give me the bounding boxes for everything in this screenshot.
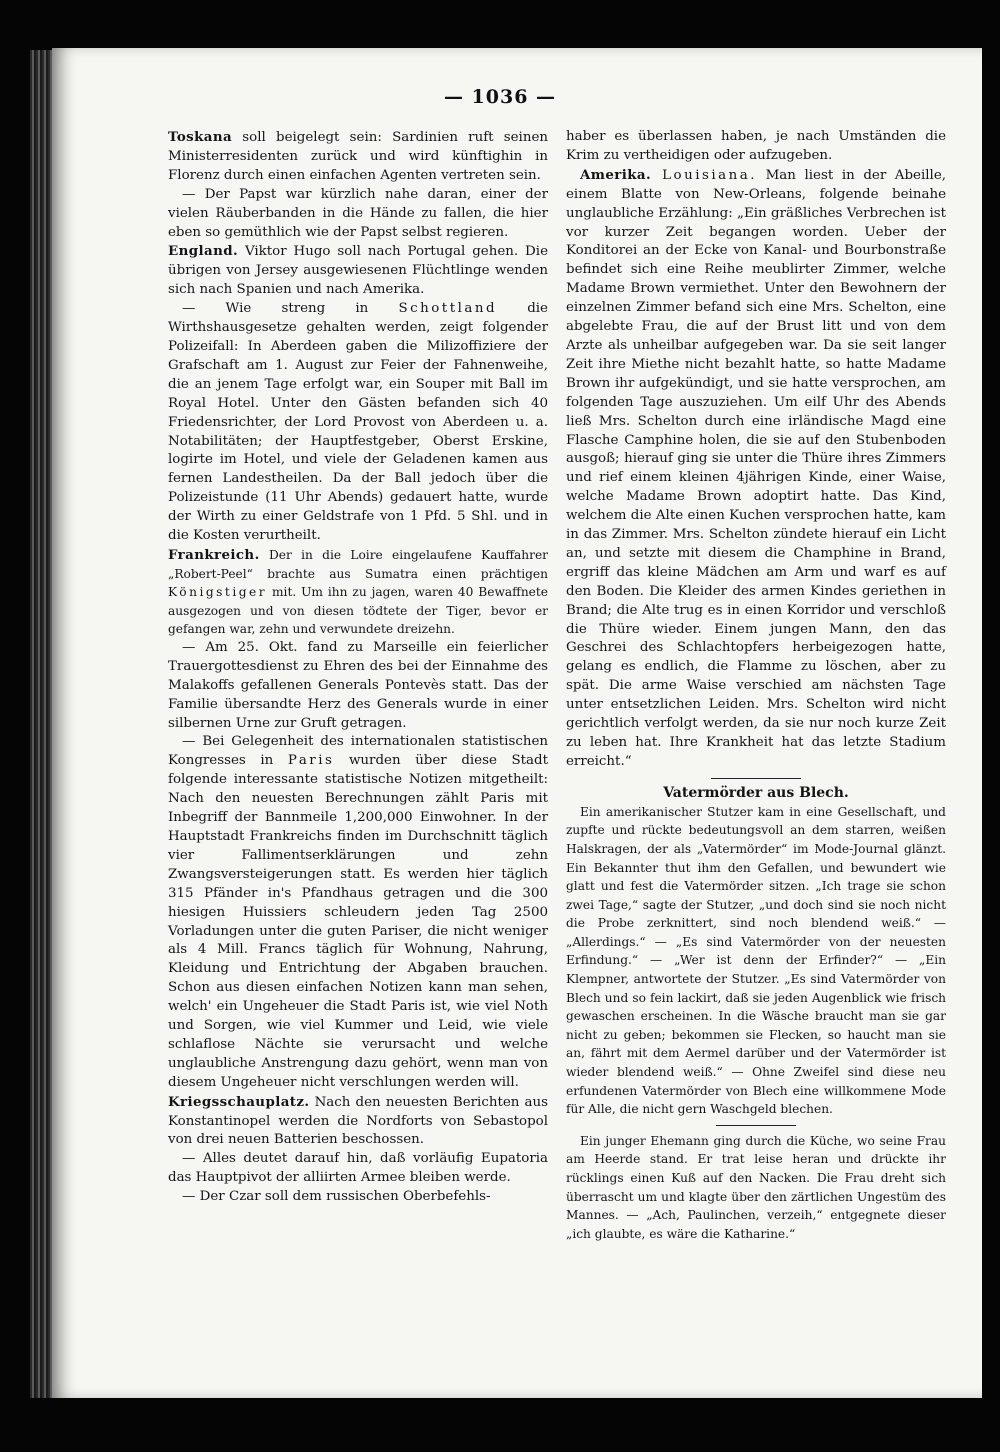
article-paris-intro: — Bei Gelegenheit des internationalen statistischen Kongresses in [168,734,548,769]
spaced-koenigstiger: Königstiger [168,585,268,600]
section-divider-2 [716,1125,796,1126]
article-amerika-text: Man liest in der Abeille, einem Blatte von New-Orleans, folgende beinahe unglaubliche Erzählung: „Ein gräßliches Verbrechen ist vor kurzer Zeit begangen worden. Ueber der Konditorei an der Ecke von Kanal- und Bourbonstraße befindet sich eine Reihe meublirter Zimmer, welche Madame Brown vermiethet. Unter den Bewohnern der einzelnen Zimmer befand sich eine Mrs. Schelton, eine abgelebte Frau, die auf der Brust litt und von dem Arzte als unheilbar aufgegeben war. Da sie seit langer Zeit ihre Miethe nicht bezahlt hatte, so hatte Madame Brown ihr aufgekündigt, und sie hatte versprochen, am folgenden Tage auszuziehen. Um eilf Uhr des Abends ließ Mrs. Schelton durch eine irländische Magd eine Flasche Camphine holen, die sie auf den Stubenboden ausgoß; hierauf ging sie unter die Thüre ihres Zimmers und rief einem kleinen 4jährigen Kinde, einer Waise, welche Madame Brown adoptirt hatte. Das Kind, welchem die Alte einen Kuchen versprochen hatte, kam in das Zimmer. Mrs. Schelton zündete hierauf ein Licht an, und setzte mit diesem die Champhine in Brand, ergriff das kleine Mädchen am Arm und warf es auf den Boden. Die Kleider des armen Kindes geriethen in Brand; die Alte trug es in einen Korridor und verschloß die Thüre wieder. Einem jungen Mann, den das Geschrei des Schlachtopfers herbeigezogen hatte, gelang es endlich, die Flamme zu löschen, aber zu spät. Die arme Waise verschied am nächsten Tage unter entsetzlichen Leiden. Mrs. Schelton wird nicht gerichtlich verfolgt werden, da sie nur noch kurze Zeit zu leben hat. Ihre Krankheit hat das letzte Stadium erreicht.“ [566,167,946,769]
lead-toskana: Toskana [168,129,233,145]
article-kriegsschauplatz [168,1093,548,1151]
lead-kriegsschauplatz: Kriegsschauplatz. [168,1093,310,1110]
article-eupatoria: — Alles deutet darauf hin, daß vorläufig Eupatoria das Hauptpivot der alliirten Armee bleiben werde. [168,1151,548,1186]
article-frankreich-text: mit. Um ihn zu jagen, waren 40 Bewaffnete ausgezogen und von diesen tödtete der Tiger, bevor er gefangen war, zehn und verwundete dreizehn. [168,585,548,637]
article-frankreich-intro: Der in die Loire eingelaufene Kauffahrer „Robert-Peel“ brachte aus Sumatra einen prächtigen [168,547,548,581]
article-schottland-intro: — Wie streng in [182,301,399,317]
article-marseille: — Am 25. Okt. fand zu Marseille ein feierlicher Trauergottesdienst zu Ehren des bei der Einnahme des Malakoffs gefallenen Generals Pontevès statt. Das der Familie übersandte Herz des Generals wurde in einer silbernen Urne zur Gruft getragen. [168,639,548,731]
spaced-louisiana: Louisiana. [651,167,757,183]
article-england-text: Viktor Hugo soll nach Portugal gehen. Die übrigen von Jersey ausgewiesenen Flüchtlinge wenden sich nach Spanien und nach Amerika. [168,244,548,298]
article-papst: — Der Papst war kürzlich nahe daran, einer der vielen Räuberbanden in die Hände zu fallen, die hier eben so gemüthlich wie der Papst selbst regieren. [168,186,548,240]
article-toskana [168,128,548,186]
article-vatermoerder: Ein amerikanischer Stutzer kam in eine Gesellschaft, und zupfte und rückte bedeutungsvoll an dem starren, weißen Halskragen, der als „Vatermörder“ im Mode-Journal glänzt. Ein Bekannter thut ihm den Gefallen, und bewundert wie glatt und fest die Vatermörder sitzen. „Ich trage sie schon zwei Tage,“ sagte der Stutzer, „und doch sind sie noch nicht die Probe zerknittert, sind noch blendend weiß.“ — „Allerdings.“ — „Es sind Vatermörder von der neuesten Erfindung.“ — „Wer ist denn der Erfinder?“ — „Ein Klempner, antwortete der Stutzer. „Es sind Vatermörder von Blech und so fein lackirt, daß sie jeden Augenblick wie frisch gewaschen erscheinen. In die Wäsche braucht man sie gar nicht zu geben; bekommen sie Flecken, so haucht man sie an, fährt mit dem Aermel darüber und der Vatermörder ist wieder blendend weiß.“ — Ohne Zweifel sind diese neu erfundenen Vatermörder von Blech eine willkommene Mode für Alle, die nicht gern Waschgeld blechen. [566,804,946,1117]
lead-amerika: Amerika. [580,166,652,183]
spaced-schottland: Schottland [398,301,498,317]
section-heading-vatermoerder: Vatermörder aus Blech. [663,784,849,801]
article-kriegsschauplatz-text: Nach den neuesten Berichten aus Konstantinopel werden die Nordforts von Sebastopol von drei neuen Batterien beschossen. [168,1094,548,1148]
section-divider [711,778,801,779]
article-schottland-text: die Wirthshausgesetze gehalten werden, zeigt folgender Polizeifall: In Aberdeen gaben die Milizoffiziere der Grafschaft am 1. August zur Feier der Fahnenweihe, die an jenem Tage erfolgt war, ein Souper mit Ball im Royal Hotel. Unter den Gästen befanden sich 40 Friedensrichter, der Lord Provost von Aberdeen u. a. Notabilitäten; der Hauptfestgeber, Oberst Erskine, logirte im Hotel, und viele der Geladenen kamen aus fernen Landestheilen. Da der Ball jedoch über die Polizeistunde (11 Uhr Abends) gedauert hatte, wurde der Wirth zu einer Geldstrafe von 1 Pfd. 5 Shl. und in die Kosten verurtheilt. [168,301,548,544]
article-krim-continued: haber es überlassen haben, je nach Umständen die Krim zu vertheidigen oder aufzugeben. [566,129,946,163]
right-column [566,128,946,1243]
page-number: — 1036 — [443,86,557,108]
article-paris-text: wurden über diese Stadt folgende interessante statistische Notizen mitgetheilt: Nach den neuesten Berechnungen zählt Paris mit Inbegriff der Bannmeile 1,200,000 Einwohner. In der Hauptstadt Frankreichs finden im Durchschnitt täglich vier Fallimentserklärungen und zehn Zwangsversteigerungen statt. Es werden hier täglich 315 Pfänder in's Pfandhaus getragen und die 300 hiesigen Huissiers schleudern jeden Tag 2500 Vorladungen unter die guten Pariser, die nicht weniger als 4 Mill. Francs täglich für Wohnung, Nahrung, Kleidung und Entrichtung der Abgaben brauchen. Schon aus diesen einfachen Notizen kann man sehen, welch' ein Ungeheuer die Stadt Paris ist, wie viel Noth und Sorgen, wie viel Kummer und Leid, wie viele schlaflose Nächte sie verursacht und welche unglaubliche Anstrengung dazu gehört, wenn man von diesem Ungeheuer nicht verschlungen werden will. [168,753,548,1090]
spaced-paris: Paris [287,753,335,769]
article-czar: — Der Czar soll dem russischen Oberbefehls- [182,1189,491,1205]
article-schottland [168,300,548,546]
article-amerika [566,166,946,772]
article-paris-statistik [168,733,548,1092]
article-ehemann: Ein junger Ehemann ging durch die Küche, wo seine Frau am Heerde stand. Er trat leise heran und drückte ihr rücklings einen Kuß auf den Nacken. Die Frau dreht sich überrascht um und klagte über den zärtlichen Ungestüm des Mannes. — „Ach, Paulinchen, verzeih,“ entgegnete dieser „ich glaubte, es wäre die Katharine.“ [566,1133,946,1241]
article-england [168,242,548,300]
lead-frankreich: Frankreich. [168,546,260,563]
article-frankreich [168,546,548,639]
left-column [168,128,548,1207]
lead-england: England. [168,243,239,260]
article-toskana-text: soll beigelegt sein: Sardinien ruft seinen Ministerresidenten zurück und wird künftighin in Florenz durch einen einfachen Agenten vertreten sein. [168,130,548,183]
